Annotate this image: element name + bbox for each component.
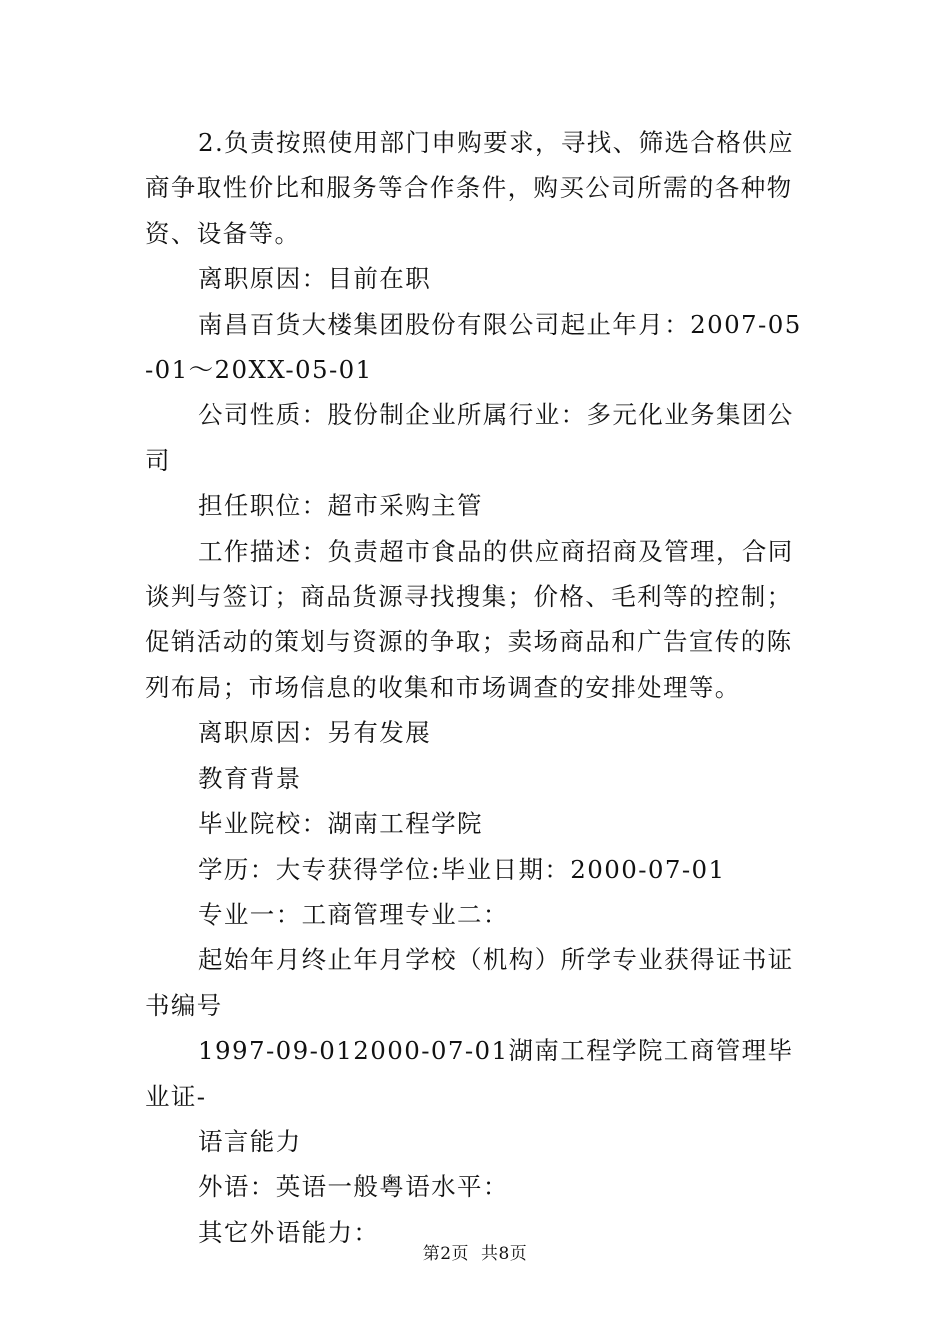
paragraph-table-header: 起始年月终止年月学校（机构）所学专业获得证书证书编号: [145, 945, 794, 1020]
paragraph-job-description: 工作描述：负责超市食品的供应商招商及管理，合同谈判与签订；商品货源寻找搜集；价格、毛利等的控制；促销活动的策划与资源的争取；卖场商品和广告宣传的陈列布局；市场信息的收集和市场调查的安排处理等。: [145, 536, 794, 702]
paragraph-education-row: 1997-09-012000-07-01湖南工程学院工商管理毕业证-: [145, 1036, 794, 1111]
paragraph-foreign-language: 外语：英语一般粤语水平：: [198, 1172, 509, 1202]
paragraph-company-nature: 公司性质：股份制企业所属行业：多元化业务集团公司: [145, 400, 794, 475]
section-heading-education: 教育背景: [198, 763, 302, 793]
page-footer: [0, 1243, 950, 1265]
page-total: 共8页: [480, 1244, 528, 1264]
paragraph-leave-reason-2: 离职原因：另有发展: [198, 718, 432, 748]
paragraph-other-language: 其它外语能力：: [198, 1217, 380, 1247]
paragraph-leave-reason-1: 离职原因：目前在职: [198, 264, 432, 294]
paragraph-major: 专业一：工商管理专业二：: [198, 899, 509, 929]
paragraph-company-period: 南昌百货大楼集团股份有限公司起止年月：2007-05-01～20XX-05-01: [145, 309, 802, 385]
page-number: 第2页: [422, 1244, 470, 1264]
paragraph-school: 毕业院校：湖南工程学院: [198, 809, 483, 839]
paragraph-degree: 学历：大专获得学位:毕业日期：2000-07-01: [198, 854, 726, 884]
paragraph-position: 担任职位：超市采购主管: [198, 491, 483, 521]
section-heading-language: 语言能力: [198, 1126, 302, 1156]
paragraph-duty-2: 2.负责按照使用部门申购要求，寻找、筛选合格供应商争取性价比和服务等合作条件，购买公司所需的各种物资、设备等。: [145, 128, 794, 248]
document-body: [145, 120, 810, 1255]
